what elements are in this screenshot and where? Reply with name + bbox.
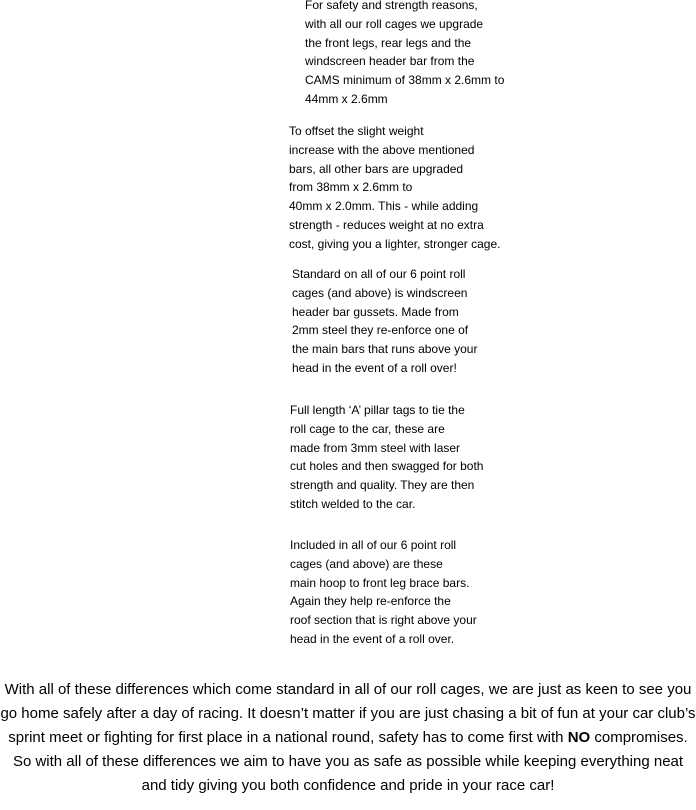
text-line: 40mm x 2.0mm. This - while adding [289,199,479,214]
text-line [0,726,696,750]
text-line: increase with the above mentioned [289,142,475,157]
text-line: cost, giving you a lighter, stronger cage. [289,236,501,251]
text-line: cages (and above) are these [290,556,443,571]
header-gussets-paragraph [292,265,477,378]
text-line: strength and quality. They are then [290,478,475,493]
text-line: windscreen header bar from the [305,54,475,69]
text-line: the main bars that runs above your [292,342,478,357]
text-line: main hoop to front leg brace bars. [290,575,470,590]
pillar-tags-paragraph [290,401,483,514]
text-line: To offset the slight weight [289,124,424,138]
closing-statement [0,678,696,798]
text-line: 2mm steel they re-enforce one of [292,323,469,338]
text-line: from 38mm x 2.6mm to [289,180,413,195]
emphasis-no: NO [567,729,591,746]
text-segment: sprint meet or fighting for first place in a national round, safety has to come first with [8,729,568,746]
text-segment: compromises. [590,729,688,746]
text-line: Standard on all of our 6 point roll [292,267,466,281]
text-line: So with all of these differences we aim to have you as safe as possible while keeping everything neat [12,753,684,770]
text-line: cut holes and then swagged for both [290,459,484,474]
text-line: For safety and strength reasons, [305,0,478,12]
weight-offset-paragraph [289,122,500,254]
text-line: CAMS minimum of 38mm x 2.6mm to [305,73,505,88]
text-line: made from 3mm steel with laser [290,440,461,455]
text-line: header bar gussets. Made from [292,304,459,319]
text-line: bars, all other bars are upgraded [289,161,464,176]
text-line: Again they help re-enforce the [290,594,451,609]
text-line: go home safely after a day of racing. It doesn’t matter if you are just chasing a bit of fun at your car club’s [0,705,696,722]
text-line: Full length ‘A’ pillar tags to tie the [290,403,465,417]
text-line: the front legs, rear legs and the [305,35,472,50]
text-line: head in the event of a roll over. [290,631,455,646]
text-line: head in the event of a roll over! [292,360,457,375]
upgrade-legs-paragraph [305,0,504,109]
text-line: 44mm x 2.6mm [305,91,388,106]
text-line: Included in all of our 6 point roll [290,538,457,552]
text-line: strength - reduces weight at no extra [289,217,484,232]
text-line: roll cage to the car, these are [290,421,445,436]
text-line: cages (and above) is windscreen [292,285,468,300]
text-line: With all of these differences which come standard in all of our roll cages, we are just as keen to see you [4,681,692,698]
text-line: stitch welded to the car. [290,496,416,511]
text-line: and tidy giving you both confidence and pride in your race car! [141,777,555,794]
text-line: with all our roll cages we upgrade [305,16,484,31]
brace-bars-paragraph [290,536,477,649]
text-line: roof section that is right above your [290,613,477,628]
